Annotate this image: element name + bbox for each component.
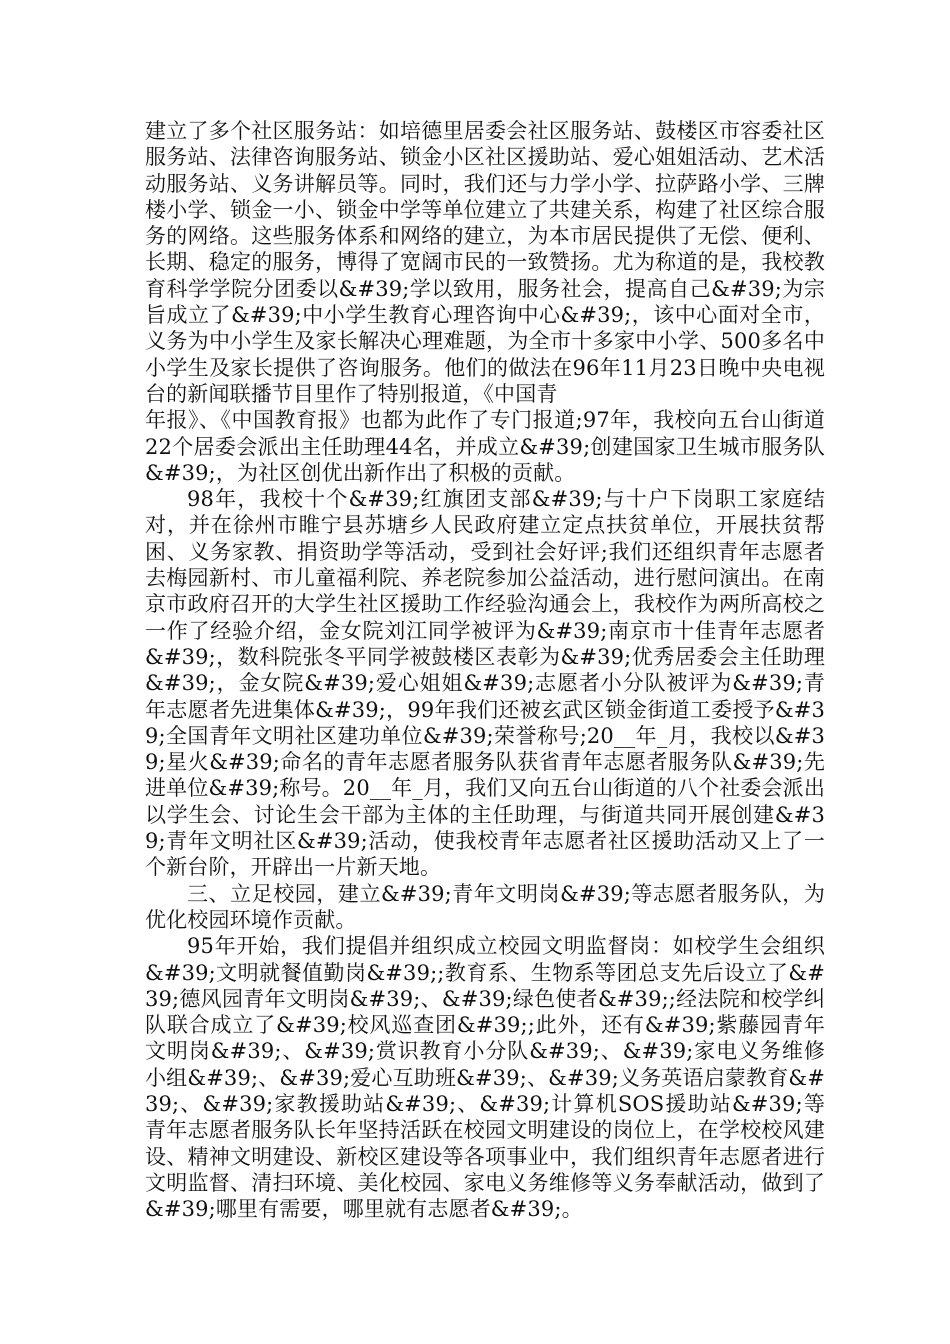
section-heading-campus: 三、立足校园，建立&#39;青年文明岗&#39;等志愿者服务队，为优化校园环境作贡献。 xyxy=(145,881,825,932)
paragraph-newspaper-reports: 年报》、《中国教育报》也都为此作了专门报道;97年，我校向五台山街道22个居委会派出主任助理44名，并成立&#39;创建国家卫生城市服务队&#39;，为社区创优出新作出了积极的贡献。 xyxy=(145,408,825,485)
paragraph-95-campus-posts: 95年开始，我们提倡并组织成立校园文明监督岗：如校学生会组织&#39;文明就餐值勤岗&#39;;教育系、生物系等团总支先后设立了&#39;德风园青年文明岗&#39;、&#39;绿色使者&#39;;经法院和校学纠队联合成立了&#39;校风巡查团&#39;;此外，还有&#39;紫藤园青年文明岗&#39;、&#39;赏识教育小分队&#39;、&#39;家电义务维修小组&#39;、&#39;爱心互助班&#39;、&#39;义务英语启蒙教育&#39;、&#39;家教援助站&#39;、&#39;计算机SOS援助站&#39;等青年志愿者服务队长年坚持活跃在校园文明建设的岗位上，在学校校风建设、精神文明建设、新校区建设等各项事业中，我们组织青年志愿者进行文明监督、清扫环境、美化校园、家电义务维修等义务奉献活动，做到了&#39;哪里有需要，哪里就有志愿者&#39;。 xyxy=(145,934,825,1222)
paragraph-community-stations: 建立了多个社区服务站：如培德里居委会社区服务站、鼓楼区市容委社区服务站、法律咨询服务站、锁金小区社区援助站、爱心姐姐活动、艺术活动服务站、义务讲解员等。同时，我们还与力学小学、拉萨路小学、三牌楼小学、锁金一小、锁金中学等单位建立了共建关系，构建了社区综合服务的网络。这些服务体系和网络的建立，为本市居民提供了无偿、便利、长期、稳定的服务，博得了宽阔市民的一致赞扬。尤为称道的是，我校教育科学学院分团委以&#39;学以致用，服务社会，提高自己&#39;为宗旨成立了&#39;中小学生教育心理咨询中心&#39;，该中心面对全市，义务为中小学生及家长解决心理难题，为全市十多家中小学、500多名中小学生及家长提供了咨询服务。他们的做法在96年11月23日晚中央电视台的新闻联播节目里作了特别报道，《中国青 xyxy=(145,119,825,406)
paragraph-98-activities: 98年，我校十个&#39;红旗团支部&#39;与十户下岗职工家庭结对，并在徐州市睢宁县苏塘乡人民政府建立定点扶贫单位，开展扶贫帮困、义务家教、捐资助学等活动，受到社会好评;我们还组织青年志愿者去梅园新村、市儿童福利院、养老院参加公益活动，进行慰问演出。在南京市政府召开的大学生社区援助工作经验沟通会上，我校作为两所高校之一作了经验介绍，金女院刘江同学被评为&#39;南京市十佳青年志愿者&#39;，数科院张冬平同学被鼓楼区表彰为&#39;优秀居委会主任助理&#39;，金女院&#39;爱心姐姐&#39;志愿者小分队被评为&#39;青年志愿者先进集体&#39;，99年我们还被玄武区锁金街道工委授予&#39;全国青年文明社区建功单位&#39;荣誉称号;20__年_月，我校以&#39;星火&#39;命名的青年志愿者服务队获省青年志愿者服务队&#39;先进单位&#39;称号。20__年_月，我们又向五台山街道的八个社委会派出以学生会、讨论生会干部为主体的主任助理，与街道共同开展创建&#39;青年文明社区&#39;活动，使我校青年志愿者社区援助活动又上了一个新台阶，开辟出一片新天地。 xyxy=(145,487,825,880)
document-page xyxy=(145,118,825,1222)
